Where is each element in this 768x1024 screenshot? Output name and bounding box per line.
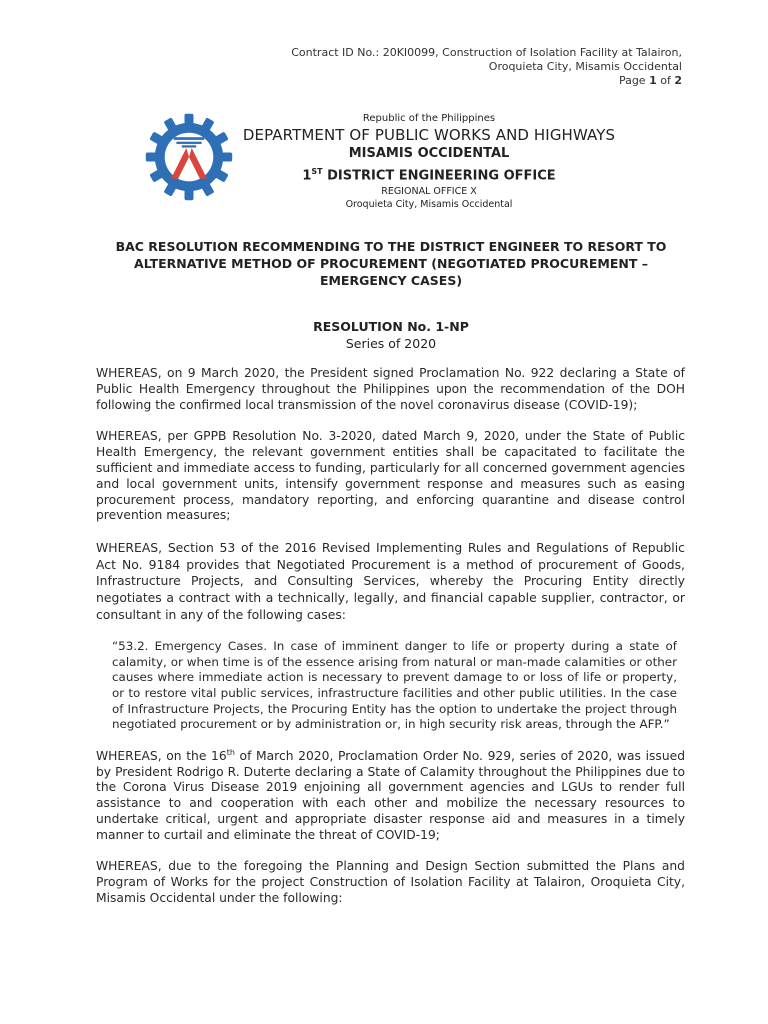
office-location: Oroquieta City, Misamis Occidental <box>345 199 513 211</box>
contract-line-1: Contract ID No.: 20KI0099, Construction of Isolation Facility at Talairon, <box>291 46 682 59</box>
whereas-paragraph-4 <box>96 749 685 844</box>
office-title: DISTRICT ENGINEERING OFFICE <box>322 168 556 184</box>
page-prefix: Page <box>618 74 650 87</box>
office-number: 1 <box>302 168 312 184</box>
dpwh-gear-logo-icon <box>144 112 234 202</box>
agency-header <box>234 112 624 211</box>
page-total: 2 <box>674 74 682 87</box>
page-indicator <box>291 74 682 88</box>
p4-start: WHEREAS, on the 16 <box>96 748 227 763</box>
district-office-name <box>234 163 624 185</box>
republic-label: Republic of the Philippines <box>362 113 496 124</box>
whereas-paragraph-5: WHEREAS, due to the foregoing the Planning and Design Section submitted the Plans and Program of Works for the project Construction of Isolation Facility at Talairon, Oroquieta City, Misamis Occidental under the following: <box>96 859 685 906</box>
whereas-paragraph-3: WHEREAS, Section 53 of the 2016 Revised Implementing Rules and Regulations of Republic Act No. 9184 provides that Negotiated Procurement is a method of procurement of Goods, Infrastructure Projects, and Consulting Services, whereby the Procuring Entity directly negotiates a contract with a technically, legally, and financial capable supplier, contractor, or consultant in any of the following cases: <box>96 540 685 622</box>
province-name: MISAMIS OCCIDENTAL <box>348 146 510 161</box>
department-name: DEPARTMENT OF PUBLIC WORKS AND HIGHWAYS <box>242 126 616 144</box>
p4-ordinal: th <box>226 747 235 757</box>
page-current: 1 <box>649 74 657 87</box>
regional-office: REGIONAL OFFICE X <box>381 186 477 198</box>
whereas-paragraph-1: WHEREAS, on 9 March 2020, the President signed Proclamation No. 922 declaring a State of Public Health Emergency throughout the Philippines upon the recommendation of the DOH following the confirmed local transmission of the novel coronavirus disease (COVID-19); <box>96 366 685 412</box>
office-ordinal: ST <box>311 167 323 176</box>
p4-rest: of March 2020, Proclamation Order No. 929, series of 2020, was issued by President Rodrigo R. Duterte declaring a State of Calamity throughout the Philippines due to the Corona Virus Disease 2019 enjoining all government agencies and LGUs to render full assistance to and cooperation with each other and mobilize the necessary resources to undertake critical, urgent and appropriate disaster response aid and measures in a timely manner to curtail and eliminate the threat of COVID-19; <box>96 748 685 842</box>
quoted-section-53-2: “53.2. Emergency Cases. In case of imminent danger to life or property during a state of calamity, or when time is of the essence arising from natural or man-made calamities or other causes where immediate action is necessary to prevent damage to or loss of life or property, or to restore vital public services, infrastructure facilities and other public utilities. In the case of Infrastructure Projects, the Procuring Entity has the option to undertake the project through negotiated procurement or by administration or, in high security risk areas, through the AFP.” <box>112 639 677 732</box>
contract-line-2: Oroquieta City, Misamis Occidental <box>488 60 682 73</box>
resolution-number: RESOLUTION No. 1-NP <box>313 319 469 334</box>
resolution-title: BAC RESOLUTION RECOMMENDING TO THE DISTRICT ENGINEER TO RESORT TO ALTERNATIVE METHOD OF PROCUREMENT (NEGOTIATED PROCUREMENT – EMERGENCY CASES) <box>115 239 667 288</box>
page-mid: of <box>656 74 675 87</box>
resolution-body <box>96 366 685 923</box>
resolution-number-block <box>96 318 686 352</box>
whereas-paragraph-2: WHEREAS, per GPPB Resolution No. 3-2020, dated March 9, 2020, under the State of Public Health Emergency, the relevant government entities shall be capacitated to facilitate the sufficient and immediate access to funding, particularly for all concerned government agencies and local government units, intensify government response and measures such as easing procurement process, mandatory reporting, and enforcing quarantine and disease control prevention measures; <box>96 429 685 523</box>
contract-header <box>291 46 682 88</box>
resolution-series: Series of 2020 <box>345 336 437 351</box>
